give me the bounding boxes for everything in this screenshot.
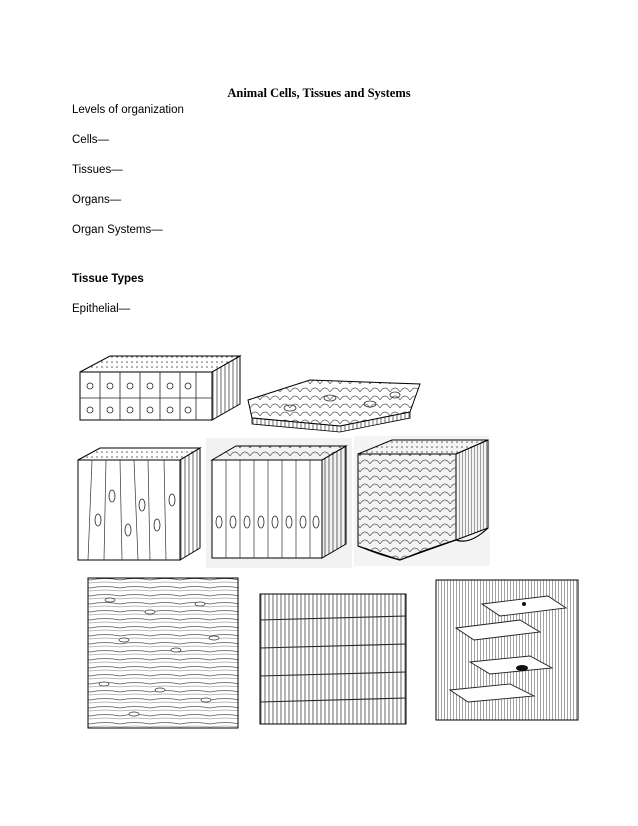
pseudostratified-drawing <box>78 448 200 560</box>
epithelial-label: Epithelial— <box>72 303 131 315</box>
level-organ-systems: Organ Systems— <box>72 224 163 236</box>
simple-cuboidal-drawing <box>80 356 240 420</box>
stratified-squamous-drawing <box>354 436 490 566</box>
smooth-muscle-drawing <box>88 578 238 728</box>
levels-heading: Levels of organization <box>72 104 184 116</box>
level-cells: Cells— <box>72 134 110 146</box>
level-tissues: Tissues— <box>72 164 123 176</box>
skeletal-muscle-drawing <box>260 594 406 724</box>
cardiac-muscle-drawing <box>436 580 578 720</box>
tissue-types-heading: Tissue Types <box>72 273 144 285</box>
simple-squamous-drawing <box>248 380 420 432</box>
simple-columnar-drawing <box>206 438 352 568</box>
level-organs: Organs— <box>72 194 122 206</box>
page-title: Animal Cells, Tissues and Systems <box>227 86 411 100</box>
